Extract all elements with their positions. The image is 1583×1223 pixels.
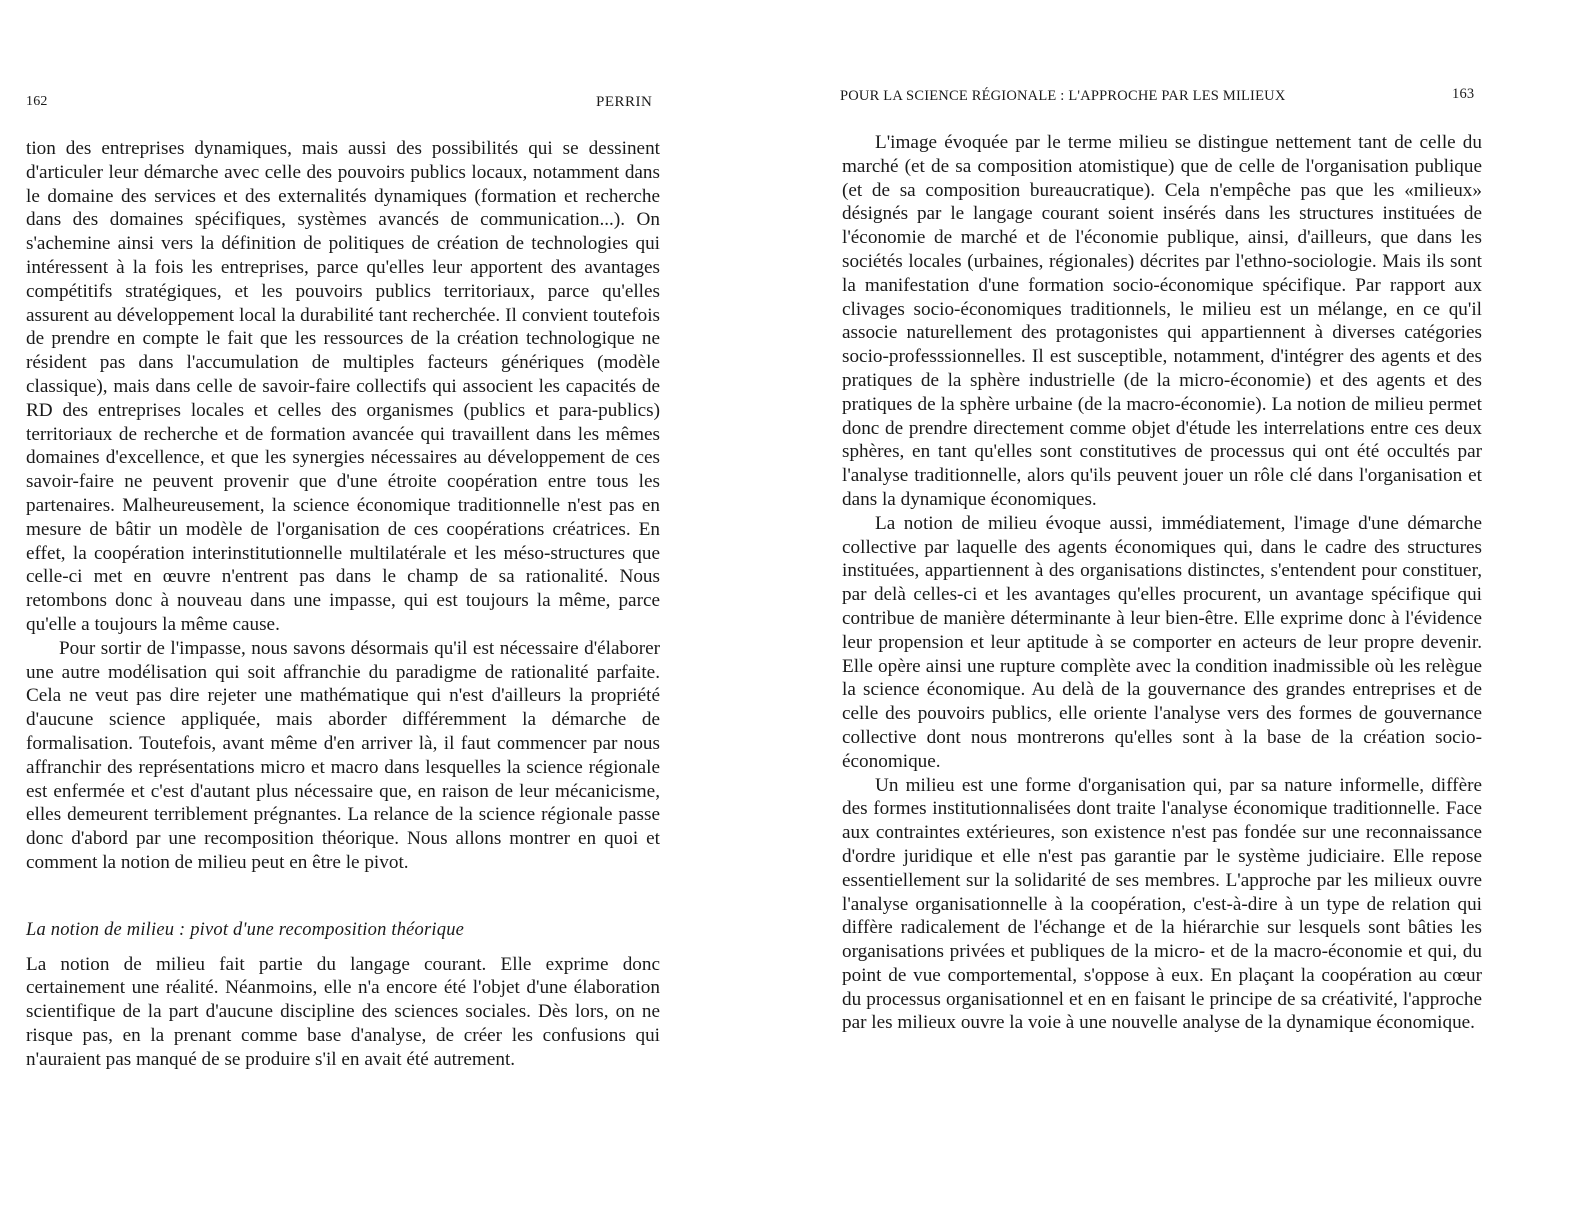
paragraph: tion des entreprises dynamiques, mais aussi des possibilités qui se dessinent d'articuler leur démarche avec celle des pouvoirs publics locaux, notamment dans le domaine des services et des externalités dynamiques (formation et recherche dans des domaines spécifiques, systèmes avancés de communication...). On s'achemine ainsi vers la définition de politiques de création de technologies qui intéressent à la fois les entreprises, parce qu'elles leur apportent des avantages compétitifs stratégiques, et les pouvoirs publics territoriaux, parce qu'elles assurent au développement local la durabilité tant recherchée. Il convient toutefois de prendre en compte le fait que les ressources de la création technologique ne résident pas dans l'accumulation de multiples facteurs génériques (modèle classique), mais dans celle de savoir-faire collectifs qui associent les capacités de RD des entreprises locales et celles des organismes (publics et para-publics) territoriaux de recherche et de formation avancée qui travaillent dans les mêmes domaines d'excellence, et que les synergies nécessaires au développement de ces savoir-faire ne peuvent provenir que d'une étroite coopération entre tous les partenaires. Malheureusement, la science économique traditionnelle n'est pas en mesure de bâtir un modèle de l'organisation de ces coopérations créatrices. En effet, la coopération interinstitutionnelle multilatérale et les méso-structures que celle-ci met en œuvre n'entrent pas dans le champ de sa rationalité. Nous retombons donc à nouveau dans une impasse, qui est toujours la même, parce qu'elle a toujours la même cause.	[26, 138, 660, 635]
running-title: POUR LA SCIENCE RÉGIONALE : L'APPROCHE PAR LES MILIEUX	[840, 88, 1286, 104]
page-body	[26, 137, 660, 1071]
section-heading: La notion de milieu : pivot d'une recomposition théorique	[26, 919, 465, 940]
right-page	[792, 0, 1583, 1223]
paragraph: La notion de milieu évoque aussi, immédiatement, l'image d'une démarche collective par laquelle des agents économiques qui, dans le cadre des structures instituées, appartiennent à des organisations distinctes, s'entendent pour constituer, par delà celles-ci et les avantages qu'elles procurent, un avantage spécifique qui contribue de manière déterminante à leur bien-être. Elle exprime donc à l'évidence leur propension et leur aptitude à se comporter en acteurs de leur propre devenir. Elle opère ainsi une rupture complète avec la condition inadmissible où les relègue la science économique. Au delà de la gouvernance des grandes entreprises et de celle des pouvoirs publics, elle oriente l'analyse vers des formes de gouvernance collective dont nous montrerons qu'elles sont à la base de la création socio-économique.	[842, 512, 1482, 772]
paragraph: La notion de milieu fait partie du langage courant. Elle exprime donc certainement une réalité. Néanmoins, elle n'a encore été l'objet d'une élaboration scientifique de la part d'aucune discipline des sciences sociales. Dès lors, on ne risque pas, en la prenant comme base d'analyse, de créer les confusions qui n'auraient pas manqué de se produire s'il en avait été autrement.	[26, 953, 660, 1070]
paragraph: Pour sortir de l'impasse, nous savons désormais qu'il est nécessaire d'élaborer une autre modélisation qui soit affranchie du paradigme de rationalité parfaite. Cela ne veut pas dire rejeter une mathématique qui n'est d'ailleurs la propriété d'aucune science appliquée, mais aborder différemment la démarche de formalisation. Toutefois, avant même d'en arriver là, il faut commencer par nous affranchir des représentations micro et macro dans lesquelles la science régionale est enfermée et c'est d'autant plus nécessaire que, en raison de leur mécanicisme, elles demeurent terriblement prégnantes. La relance de la science régionale passe donc d'abord par une recomposition théorique. Nous allons montrer en quoi et comment la notion de milieu peut en être le pivot.	[26, 637, 660, 873]
page-number: 163	[1452, 86, 1475, 102]
paragraph: Un milieu est une forme d'organisation qui, par sa nature informelle, diffère des formes institutionnalisées dont traite l'analyse économique traditionnelle. Face aux contraintes extérieures, son existence n'est pas fondée sur une reconnaissance d'ordre juridique et elle n'est pas garantie par le système judiciaire. Elle repose essentiellement sur la solidarité de ses membres. L'approche par les milieux ouvre l'analyse organisationnelle à la coopération, c'est-à-dire à un type de relation qui diffère radicalement de l'échange et de la hiérarchie sur lesquels sont bâties les organisations privées et publiques de la micro- et de la macro-économie et qui, du point de vue comportemental, s'oppose à eux. En plaçant la coopération au cœur du processus organisationnel et en en faisant le principe de sa créativité, l'approche par les milieux ouvre la voie à une nouvelle analyse de la dynamique économique.	[842, 774, 1482, 1034]
paragraph: L'image évoquée par le terme milieu se distingue nettement tant de celle du marché (et de sa composition atomistique) que de celle de l'organisation publique (et de sa composition bureaucratique). Cela n'empêche pas que les «milieux» désignés par le langage courant soient insérés dans les structures instituées de l'économie de marché et de l'économie publique, ainsi, d'ailleurs, que dans les sociétés locales (urbaines, régionales) décrites par l'ethno-sociologie. Mais ils sont la manifestation d'une formation socio-économique spécifique. Par rapport aux clivages socio-économiques traditionnels, le milieu est un mélange, en ce qu'il associe naturellement des protagonistes qui appartiennent à diverses catégories socio-professsionnelles. Il est susceptible, notamment, d'intégrer des agents et des pratiques de la sphère industrielle (de la micro-économie) et des agents et des pratiques de la sphère urbaine (de la macro-économie). La notion de milieu permet donc de prendre directement comme objet d'étude les interrelations entre ces deux sphères, en tant qu'elles sont constitutives de processus qui ont été occultés par l'analyse traditionnelle, alors qu'ils peuvent jouer un rôle clé dans l'organisation et dans la dynamique économiques.	[842, 132, 1482, 510]
page-number: 162	[26, 94, 48, 109]
page-body	[842, 131, 1482, 1035]
running-title: PERRIN	[596, 94, 653, 110]
